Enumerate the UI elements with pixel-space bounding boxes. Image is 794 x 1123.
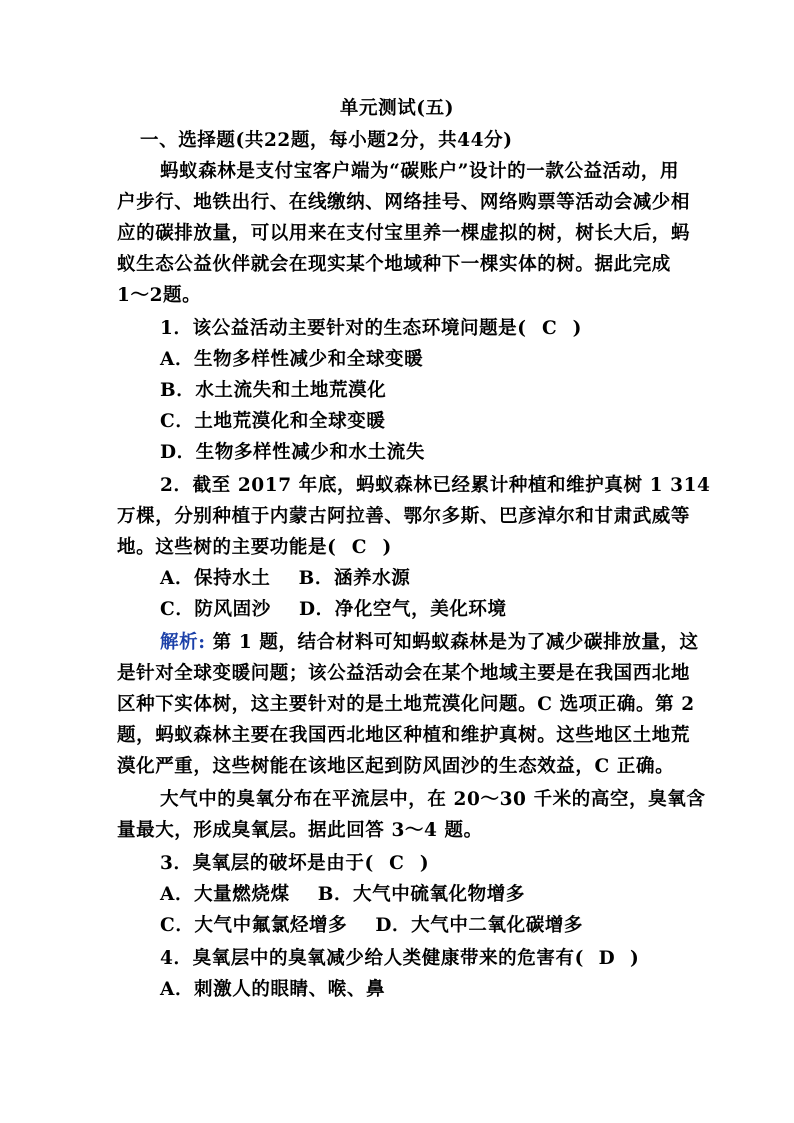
question-2-options-row-2: C．防风固沙 D．净化空气，美化环境 [160, 599, 507, 620]
question-2-line-1: 2．截至 2017 年底，蚂蚁森林已经累计种植和维护真树 1 314 [160, 475, 711, 496]
question-3 [160, 852, 429, 876]
question-2-close: ) [382, 537, 392, 558]
intro1-line-2: 户步行、地铁出行、在线缴纳、网络挂号、网络购票等活动会减少相 [117, 192, 691, 213]
question-2-line-3 [117, 536, 392, 560]
question-3-options-row-2: C．大气中氟氯烃增多 D．大气中二氧化碳增多 [160, 915, 584, 936]
question-1-close: ) [572, 318, 582, 339]
analysis-line-2: 是针对全球变暖问题；该公益活动会在某个地域主要是在我国西北地 [117, 663, 691, 684]
question-2-stem: 地。这些树的主要功能是( [117, 537, 337, 558]
question-4-option-a: A．刺激人的眼睛、喉、鼻 [160, 979, 386, 1000]
page-title: 单元测试(五) [339, 98, 455, 119]
question-4-answer: D [598, 948, 616, 969]
question-1-option-d: D．生物多样性减少和水土流失 [160, 442, 425, 463]
question-3-answer: C [389, 853, 405, 874]
intro1-line-4: 蚁生态公益伙伴就会在现实某个地域种下一棵实体的树。据此完成 [117, 254, 671, 275]
question-4-close: ) [629, 948, 640, 969]
section-heading: 一、选择题(共22题，每小题2分，共44分) [140, 130, 513, 151]
question-2-answer: C [351, 537, 368, 558]
question-3-close: ) [419, 853, 430, 874]
analysis-line-3: 区种下实体树，这主要针对的是土地荒漠化问题。C 选项正确。第 2 [117, 694, 695, 715]
intro1-line-5: 1～2题。 [117, 285, 202, 306]
question-3-options-row-1: A．大量燃烧煤 B．大气中硫氧化物增多 [160, 884, 525, 905]
analysis-line-1 [160, 631, 699, 655]
intro2-line-1: 大气中的臭氧分布在平流层中，在 20～30 千米的高空，臭氧含 [160, 789, 706, 810]
question-3-stem: 3．臭氧层的破坏是由于( [160, 853, 374, 874]
question-1-stem: 1．该公益活动主要针对的生态环境问题是( [160, 318, 527, 339]
analysis-label: 解析: [160, 632, 206, 653]
question-1-option-a: A．生物多样性减少和全球变暖 [160, 349, 424, 370]
question-1-option-b: B．水土流失和土地荒漠化 [160, 380, 387, 401]
analysis-line-4: 题，蚂蚁森林主要在我国西北地区种植和维护真树。这些地区土地荒 [117, 725, 691, 746]
question-2-line-2: 万棵，分别种植于内蒙古阿拉善、鄂尔多斯、巴彦淖尔和甘肃武威等 [117, 506, 691, 527]
question-1-option-c: C．土地荒漠化和全球变暖 [160, 411, 386, 432]
question-2-options-row-1: A．保持水土 B．涵养水源 [160, 568, 411, 589]
intro2-line-2: 量最大，形成臭氧层。据此回答 3～4 题。 [117, 820, 483, 841]
question-1-answer: C [541, 318, 558, 339]
question-4 [160, 947, 639, 971]
analysis-line-5: 漠化严重，这些树能在该地区起到防风固沙的生态效益，C 正确。 [117, 756, 675, 777]
question-1 [160, 317, 582, 341]
analysis-first-text: 第 1 题，结合材料可知蚂蚁森林是为了减少碳排放量，这 [205, 632, 699, 653]
intro1-line-1: 蚂蚁森林是支付宝客户端为“碳账户”设计的一款公益活动，用 [160, 161, 680, 182]
question-4-stem: 4．臭氧层中的臭氧减少给人类健康带来的危害有( [160, 948, 584, 969]
intro1-line-3: 应的碳排放量，可以用来在支付宝里养一棵虚拟的树，树长大后，蚂 [117, 223, 691, 244]
